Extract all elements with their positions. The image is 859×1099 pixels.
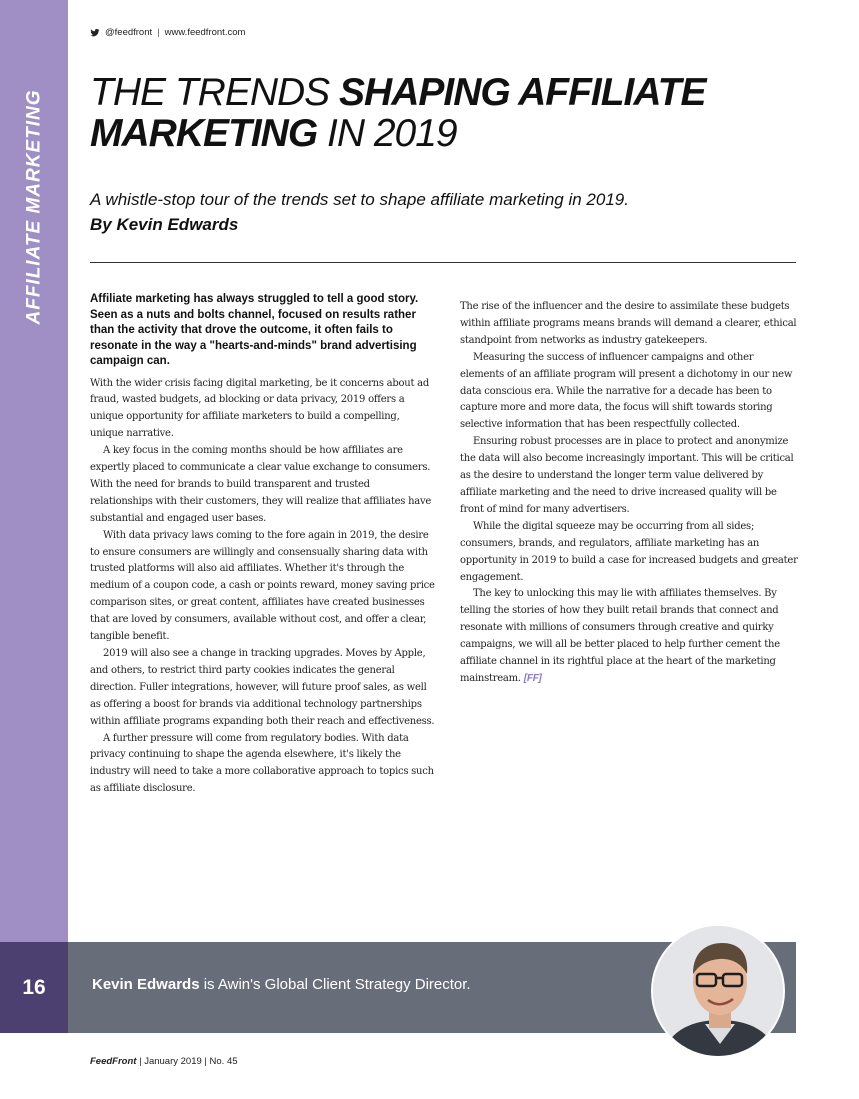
author-portrait-icon [653, 926, 785, 1058]
twitter-icon[interactable] [90, 28, 100, 38]
twitter-handle[interactable]: @feedfront [105, 27, 153, 38]
page-number-box [0, 942, 68, 1033]
separator: | [157, 27, 160, 38]
end-tag: [FF] [523, 672, 542, 684]
page-number: 16 [22, 975, 46, 999]
body-paragraph: Measuring the success of influencer campaigns and other elements of an affiliate program will present a dichotomy in our new data conscious era. While the narrative for a decade has been to capture more and more data, the focus will shift towards storing selective information that has been respectfully collected. [460, 351, 793, 431]
body-paragraph: With data privacy laws coming to the fore again in 2019, the desire to ensure consumers are willingly and consensually sharing data with trusted platforms will also aid affiliates. Whether it's through the medium of a coupon code, a cash or points reward, money saving price comparison sites, or great content, affiliates have created businesses that are loved by consumers, available without cost, and offer a clear, tangible benefit. [90, 529, 435, 643]
divider [90, 262, 796, 263]
issue-date: January 2019 [144, 1056, 202, 1067]
body-paragraph: A further pressure will come from regulatory bodies. With data privacy continuing to shape the agenda elsewhere, it's likely the industry will need to take a more collaborative approach to topics such as affiliate disclosure. [90, 732, 434, 795]
body-paragraph: The rise of the influencer and the desire to assimilate these budgets within affiliate programs means brands will demand a clearer, ethical standpoint from networks as industry gatekeepers. [460, 301, 797, 346]
intro-paragraph: Affiliate marketing has always struggled to tell a good story. Seen as a nuts and bolts channel, focused on results rather than the activity that drove the outcome, it often fails to resonate in the way a "hearts-and-minds" brand advertising campaign can. [90, 293, 419, 367]
social-links [90, 27, 245, 38]
section-label: AFFILIATE MARKETING [23, 89, 45, 325]
author-name: Kevin Edwards [92, 976, 200, 993]
author-bio: Kevin Edwards is Awin's Global Client Strategy Director. [92, 976, 471, 993]
separator: | [204, 1056, 210, 1067]
body-paragraph: While the digital squeeze may be occurring from all sides; consumers, brands, and regulators, affiliate marketing has an opportunity in 2019 to build a case for increased budgets and greater engagement. [460, 520, 798, 583]
body-paragraph-last: The key to unlocking this may lie with affiliates themselves. By telling the stories of how they built retail brands that connect and resonate with millions of consumers through creative and quirky campaigns, we will all be better placed to help further cement the affiliate channel in its rightful place at the heart of the marketing mainstream. [FF] [460, 588, 780, 684]
publication-name: FeedFront [90, 1056, 137, 1067]
standfirst: A whistle-stop tour of the trends set to shape affiliate marketing in 2019. By Kevin Edwards [90, 187, 790, 237]
body-paragraph: A key focus in the coming months should be how affiliates are expertly placed to communicate a clear value exchange to consumers. With the need for brands to build transparent and trusted relationships with their customers, they will realize that affiliates have substantial and engaged user bases. [90, 445, 432, 524]
byline: By Kevin Edwards [90, 215, 239, 234]
body-paragraph: Ensuring robust processes are in place to protect and anonymize the data will also become increasingly important. This will be critical as the desire to understand the longer term value delivered by affiliate marketing and the need to drive increased quality will be front of mind for many advertisers. [460, 436, 794, 515]
article-column-left [90, 292, 435, 798]
separator: | [139, 1056, 145, 1067]
body-paragraph: 2019 will also see a change in tracking upgrades. Moves by Apple, and others, to restrict third party cookies indicates the general direction. Fuller integrations, however, will future proof sales, as well as offering a boost for brands via additional technology partnerships within affiliate programs expanding both their reach and effectiveness. [90, 648, 435, 727]
article-title: THE TRENDS SHAPING AFFILIATE MARKETING IN 2019 [90, 71, 706, 155]
article-column-right [460, 299, 798, 688]
website-link[interactable]: www.feedfront.com [164, 27, 246, 38]
author-photo [651, 924, 785, 1058]
issue-number: No. 45 [209, 1056, 238, 1067]
body-paragraph: With the wider crisis facing digital marketing, be it concerns about ad fraud, wasted budgets, ad blocking or data privacy, 2019 offers a unique opportunity for affiliate marketers to build a compelling, unique narrative. [90, 377, 430, 440]
page-footer [90, 1056, 238, 1067]
